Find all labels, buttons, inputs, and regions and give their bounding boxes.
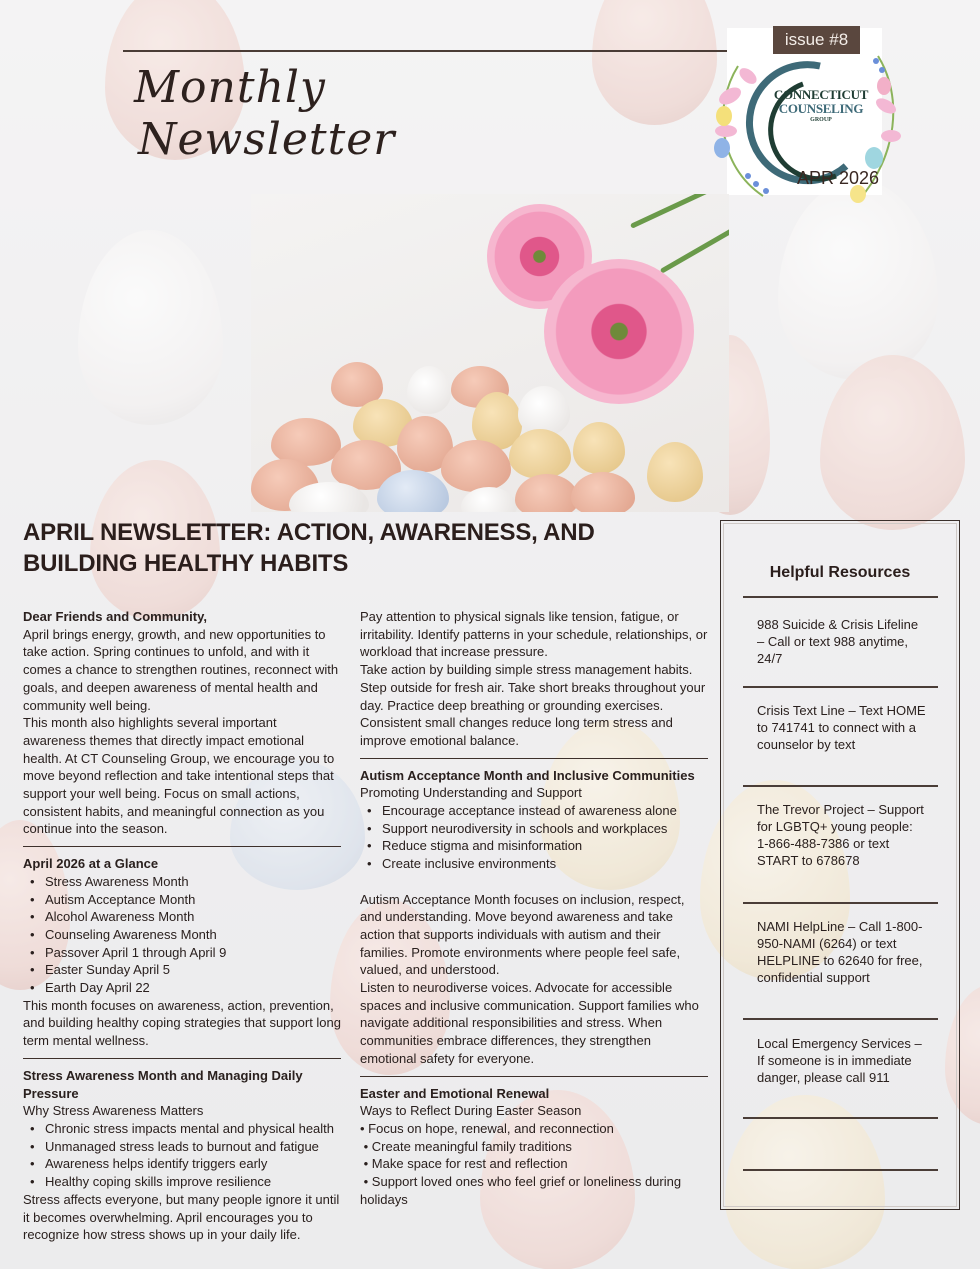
left-column [23, 608, 341, 1244]
resource-divider [743, 902, 938, 904]
section-divider [23, 1058, 341, 1059]
easter-item: • Create meaningful family traditions [360, 1138, 572, 1154]
stress-subtitle: Why Stress Awareness Matters [23, 1103, 204, 1119]
newsletter-title [134, 62, 394, 166]
list-item: • Support neurodiversity in schools and workplaces [360, 820, 708, 838]
easter-item: • Support loved ones who feel grief or loneliness during holidays [360, 1174, 685, 1207]
logo-line-1: CONNECTICUT [773, 87, 869, 102]
title-line-2: Newsletter [138, 114, 396, 165]
glance-title: April 2026 at a Glance [23, 856, 159, 872]
resources-title: Helpful Resources [769, 564, 911, 581]
hero-image [251, 194, 729, 512]
title-line-1: Monthly [134, 62, 326, 113]
easter-item: • Make space for rest and reflection [360, 1156, 568, 1172]
glance-summary: This month focuses on awareness, action, prevention, and building healthy coping strategies that support long term mental wellness. [23, 997, 341, 1049]
resource-item-988: 988 Suicide & Crisis Lifeline – Call or text 988 anytime, 24/7 [757, 617, 919, 666]
list-item: • Awareness helps identify triggers early [23, 1155, 341, 1173]
resource-item-emergency: Local Emergency Services – If someone is in immediate danger, please call 911 [757, 1036, 922, 1085]
section-divider [360, 1076, 708, 1077]
easter-item: • Focus on hope, renewal, and reconnection [360, 1120, 614, 1136]
helpful-resources-panel [720, 520, 960, 1210]
resource-divider [743, 686, 938, 688]
intro-paragraph-1: April brings energy, growth, and new opportunities to take action. Spring continues to unfold, and with it comes a chance to strengthen routines, reconnect with goals, and deepen awareness of mental health and community well being. [23, 626, 339, 713]
logo-line-3: GROUP [810, 117, 832, 123]
section-divider [23, 846, 341, 847]
resource-divider [743, 1018, 938, 1020]
header-divider [123, 50, 729, 52]
newsletter-headline: APRIL NEWSLETTER: ACTION, AWARENESS, AND BUILDING HEALTHY HABITS [23, 519, 595, 577]
list-item: • Counseling Awareness Month [23, 926, 341, 944]
list-item: • Encourage acceptance instead of awareness alone [360, 802, 708, 820]
list-item: • Unmanaged stress leads to burnout and fatigue [23, 1138, 341, 1156]
intro-paragraph-2: This month also highlights several important awareness themes that directly impact emotional health. At CT Counseling Group, we encourage you to move beyond reflection and take intentional steps that support your well being. Focus on small actions, consistent habits, and meaningful connection as you continue into the season. [23, 715, 335, 837]
autism-paragraph-1: Autism Acceptance Month focuses on inclusion, respect, and understanding. Move beyond awareness and take action that supports individuals with autism and their families. Promote environments where people feel safe, valued, and understood. [360, 891, 685, 978]
resource-item-trevor-project: The Trevor Project – Support for LGBTQ+ young people: 1-866-488-7386 or text START to 678678 [757, 802, 924, 868]
resource-item-nami: NAMI HelpLine – Call 1-800-950-NAMI (6264) or text HELPLINE to 62640 for free, confidential support [757, 919, 923, 985]
list-item: • Easter Sunday April 5 [23, 961, 341, 979]
issue-date: APR 2026 [797, 168, 880, 188]
resource-divider [743, 1117, 938, 1119]
autism-subtitle: Promoting Understanding and Support [360, 785, 582, 801]
issue-badge: issue #8 [773, 26, 860, 54]
resource-divider [743, 1169, 938, 1171]
list-item: • Healthy coping skills improve resilience [23, 1173, 341, 1191]
glance-list [23, 873, 341, 997]
stress-section-title: Stress Awareness Month and Managing Daily Pressure [23, 1067, 303, 1101]
autism-section-title: Autism Acceptance Month and Inclusive Communities [360, 767, 695, 783]
list-item: • Stress Awareness Month [23, 873, 341, 891]
stress-list [23, 1120, 341, 1191]
list-item: • Autism Acceptance Month [23, 891, 341, 909]
list-item: • Reduce stigma and misinformation [360, 837, 708, 855]
autism-list [360, 802, 708, 873]
list-item: • Create inclusive environments [360, 855, 708, 873]
company-logo [766, 88, 876, 124]
resource-divider [743, 596, 938, 598]
easter-subtitle: Ways to Reflect During Easter Season [360, 1103, 582, 1119]
logo-line-2: COUNSELING [778, 101, 864, 116]
section-divider [360, 758, 708, 759]
resource-divider [743, 785, 938, 787]
list-item: • Earth Day April 22 [23, 979, 341, 997]
stress-body: Stress affects everyone, but many people ignore it until it becomes overwhelming. April encourages you to recognize how stress shows up in your daily life. [23, 1191, 340, 1243]
resource-item-crisis-text-line: Crisis Text Line – Text HOME to 741741 to connect with a counselor by text [757, 703, 926, 752]
list-item: • Chronic stress impacts mental and physical health [23, 1120, 341, 1138]
easter-section-title: Easter and Emotional Renewal [360, 1085, 550, 1101]
stress-paragraph-2: Take action by building simple stress management habits. Step outside for fresh air. Take short breaks throughout your day. Practice deep breathing or grounding exercises. Consistent small changes reduce long term stress and improve emotional balance. [360, 662, 706, 748]
stress-paragraph-1: Pay attention to physical signals like tension, fatigue, or irritability. Identify patterns in your schedule, relationships, or workload that increase pressure. [360, 609, 708, 660]
middle-column [360, 608, 708, 1208]
autism-paragraph-2: Listen to neurodiverse voices. Advocate for accessible spaces and inclusive communication. Support families who navigate additional responsibilities and stress. When communities embrace differences, they strengthen emotional safety for everyone. [360, 980, 699, 1066]
list-item: • Alcohol Awareness Month [23, 908, 341, 926]
greeting: Dear Friends and Community, [23, 609, 207, 624]
list-item: • Passover April 1 through April 9 [23, 944, 341, 962]
